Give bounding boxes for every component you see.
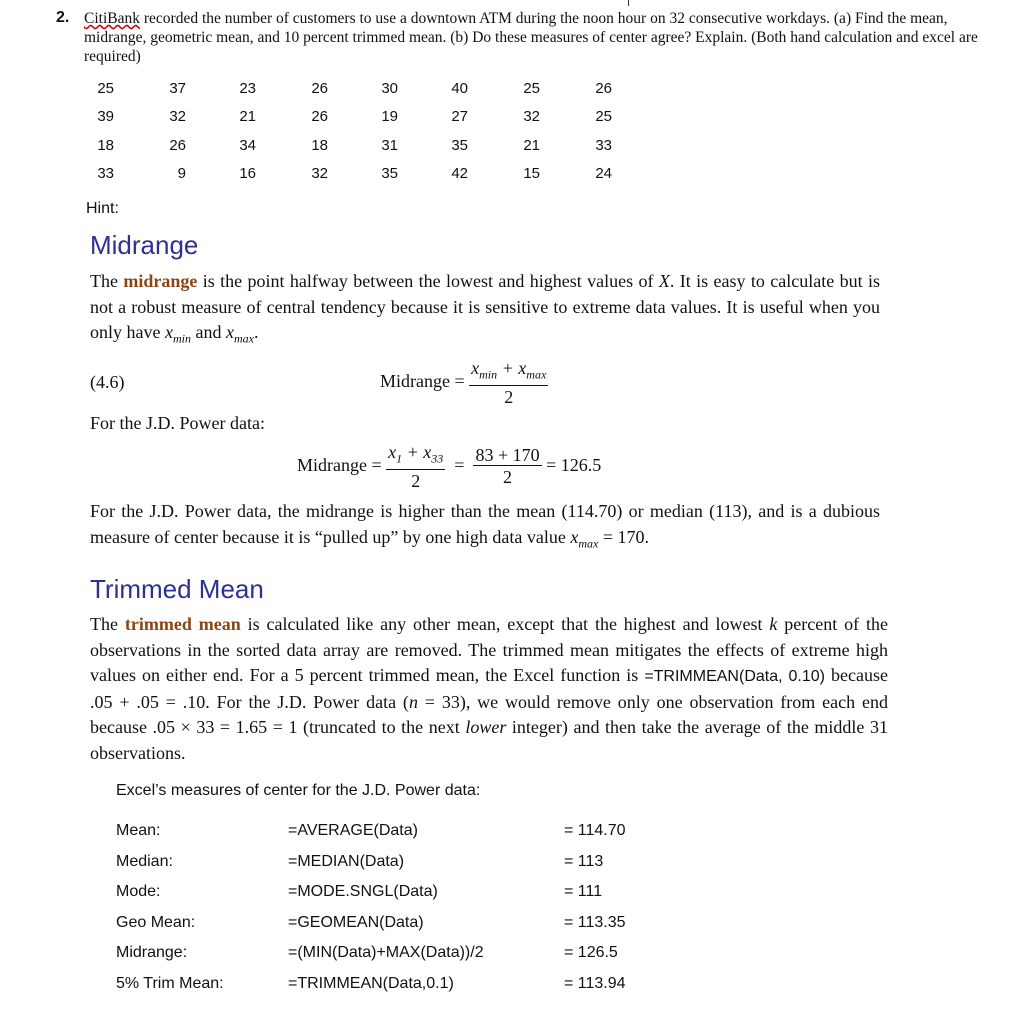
data-cell: 32	[311, 165, 328, 183]
data-cell: 30	[381, 79, 398, 97]
measure-name: Mode:	[116, 883, 161, 901]
table-row	[116, 847, 684, 878]
data-cell: 42	[451, 165, 468, 183]
jd-midrange-formula: Midrange = $\frac{x_1 + x_{33}}{2}$ = $\frac{83 + 170}{2}$ = 126.5	[297, 442, 602, 491]
table-row	[116, 938, 684, 969]
data-cell: 16	[239, 165, 256, 183]
data-cell: 31	[381, 136, 398, 154]
text-run: For the J.D. Power data, the midrange is higher than the mean (114.70) or median (113), and is a dubious measure of center because it is “pulled up” by one high data value	[90, 501, 880, 547]
data-table	[84, 74, 612, 188]
measure-name: Midrange:	[116, 944, 188, 962]
variable-k: k	[769, 614, 778, 634]
table-row	[116, 969, 684, 1000]
data-cell: 9	[177, 165, 186, 183]
equation-number: (4.6)	[90, 372, 125, 392]
jd-power-label: For the J.D. Power data:	[90, 413, 265, 433]
formula-result: = 126.5	[546, 454, 602, 475]
formula-fraction	[473, 445, 541, 488]
measure-value: = 126.5	[564, 944, 618, 962]
formula-numerator: 83 + 170	[475, 445, 540, 466]
trimmed-mean-heading: Trimmed Mean	[90, 574, 264, 604]
formula-fraction	[469, 358, 548, 408]
data-cell: 21	[523, 136, 540, 154]
measure-name: Mean:	[116, 822, 161, 840]
data-cell: 32	[523, 108, 540, 126]
midrange-discussion	[90, 499, 880, 557]
table-row	[116, 908, 684, 939]
variable-n: n	[408, 691, 418, 712]
data-cell: 35	[381, 165, 398, 183]
data-cell: 39	[97, 108, 114, 126]
text-run: integer) and then take the average of the middle 31 observations.	[90, 717, 888, 763]
formula-numerator: $x_{min} + x_{max}$	[469, 358, 548, 386]
question-text	[84, 9, 1004, 66]
x-max: $x_{max}$	[570, 526, 599, 551]
hint-label: Hint:	[86, 200, 119, 217]
measure-value: = 113.94	[564, 974, 626, 992]
data-cell: 23	[239, 79, 256, 97]
data-cell: 33	[97, 165, 114, 183]
measure-formula: =GEOMEAN(Data)	[288, 913, 424, 931]
midrange-heading: Midrange	[90, 230, 199, 260]
x-min: $x_{min}$	[164, 322, 191, 346]
measure-formula: =AVERAGE(Data)	[288, 822, 418, 840]
data-row	[84, 74, 612, 103]
data-cell: 21	[239, 108, 256, 126]
data-cell: 27	[451, 108, 468, 126]
question-number: 2.	[56, 9, 70, 26]
measure-value: = 111	[564, 883, 603, 901]
excel-table-title: Excel’s measures of center for the J.D. Power data:	[116, 782, 481, 799]
measure-formula: =MODE.SNGL(Data)	[288, 883, 438, 901]
company-name: CitiBank	[84, 10, 140, 27]
formula-denominator: 2	[411, 470, 421, 491]
excel-measures-table	[116, 816, 684, 999]
data-cell: 26	[169, 136, 186, 154]
table-row	[116, 877, 684, 908]
variable-x: X	[658, 271, 670, 291]
data-cell: 35	[451, 136, 468, 154]
data-row	[84, 160, 612, 189]
text-run: = 170.	[598, 526, 649, 547]
text-run: because .05 + .05 = .10. For the J.D. Power data (	[90, 665, 889, 712]
data-cell: 26	[595, 79, 612, 97]
text-run: The	[90, 271, 124, 291]
data-cell: 33	[595, 136, 612, 154]
measure-value: = 113	[564, 852, 604, 870]
data-cell: 34	[239, 136, 256, 154]
text-run: is calculated like any other mean, except that the highest and lowest	[240, 614, 770, 634]
data-cell: 15	[523, 165, 540, 183]
table-row	[116, 816, 684, 847]
keyword-midrange: midrange	[123, 271, 198, 291]
data-cell: 25	[523, 79, 540, 97]
measure-name: 5% Trim Mean:	[116, 974, 224, 992]
formula-label: Midrange =	[297, 454, 382, 475]
measure-value: = 114.70	[564, 822, 626, 840]
excel-function: =TRIMMEAN(Data, 0.10)	[644, 668, 826, 685]
data-cell: 25	[595, 108, 612, 126]
formula-fraction	[386, 442, 445, 492]
data-cell: 24	[595, 165, 612, 183]
data-cell: 32	[169, 108, 186, 126]
measure-value: = 113.35	[564, 913, 626, 931]
question-body: recorded the number of customers to use a downtown ATM during the noon hour on 32 consecutive workdays. (a) Find the mean, midrange, geometric mean, and 10 percent trimmed mean. (b) Do these measures of center agree? Explain. (Both hand calculation and excel are required)	[84, 10, 978, 65]
measure-formula: =TRIMMEAN(Data,0.1)	[288, 974, 454, 992]
formula-denominator: 2	[503, 467, 513, 488]
text-run: and	[190, 322, 226, 342]
keyword-trimmed-mean: trimmed mean	[124, 614, 241, 634]
text-run: = 33), we would remove only one observation from each end because .05 × 33 = 1.65 = 1 (truncated to the next	[90, 691, 888, 737]
formula-denominator: 2	[504, 386, 514, 407]
data-cell: 18	[97, 136, 114, 154]
data-cell: 26	[311, 79, 328, 97]
text-run: .	[253, 322, 259, 342]
formula-numerator: $x_1 + x_{33}$	[386, 442, 445, 470]
text-run: . It is easy to calculate but is not a robust measure of central tendency because it is sensitive to extreme data values. It is useful when you only have	[90, 271, 881, 342]
data-row	[84, 103, 612, 132]
data-cell: 18	[311, 136, 328, 154]
data-cell: 40	[451, 79, 468, 97]
text-run: The	[90, 614, 125, 634]
x-max: $x_{max}$	[225, 322, 254, 346]
midrange-definition	[90, 269, 880, 352]
data-cell: 26	[311, 108, 328, 126]
text-run: lower	[465, 717, 507, 737]
measure-name: Geo Mean:	[116, 913, 196, 931]
measure-formula: =MEDIAN(Data)	[288, 852, 405, 870]
text-run: percent of the observations in the sorted data array are removed. The trimmed mean mitigates the effects of extreme high values on either end. For a 5 percent trimmed mean, the Excel function is	[90, 614, 888, 685]
top-divider-mark	[628, 0, 629, 6]
data-row	[84, 131, 612, 160]
measure-formula: =(MIN(Data)+MAX(Data))/2	[288, 944, 484, 962]
trimmed-mean-definition	[90, 612, 888, 766]
text-run: is the point halfway between the lowest and highest values of	[197, 271, 659, 291]
midrange-formula	[380, 358, 548, 408]
measure-name: Median:	[116, 852, 173, 870]
data-cell: 37	[169, 79, 186, 97]
data-cell: 19	[381, 108, 398, 126]
formula-label: Midrange =	[380, 370, 465, 391]
data-cell: 25	[97, 79, 114, 97]
